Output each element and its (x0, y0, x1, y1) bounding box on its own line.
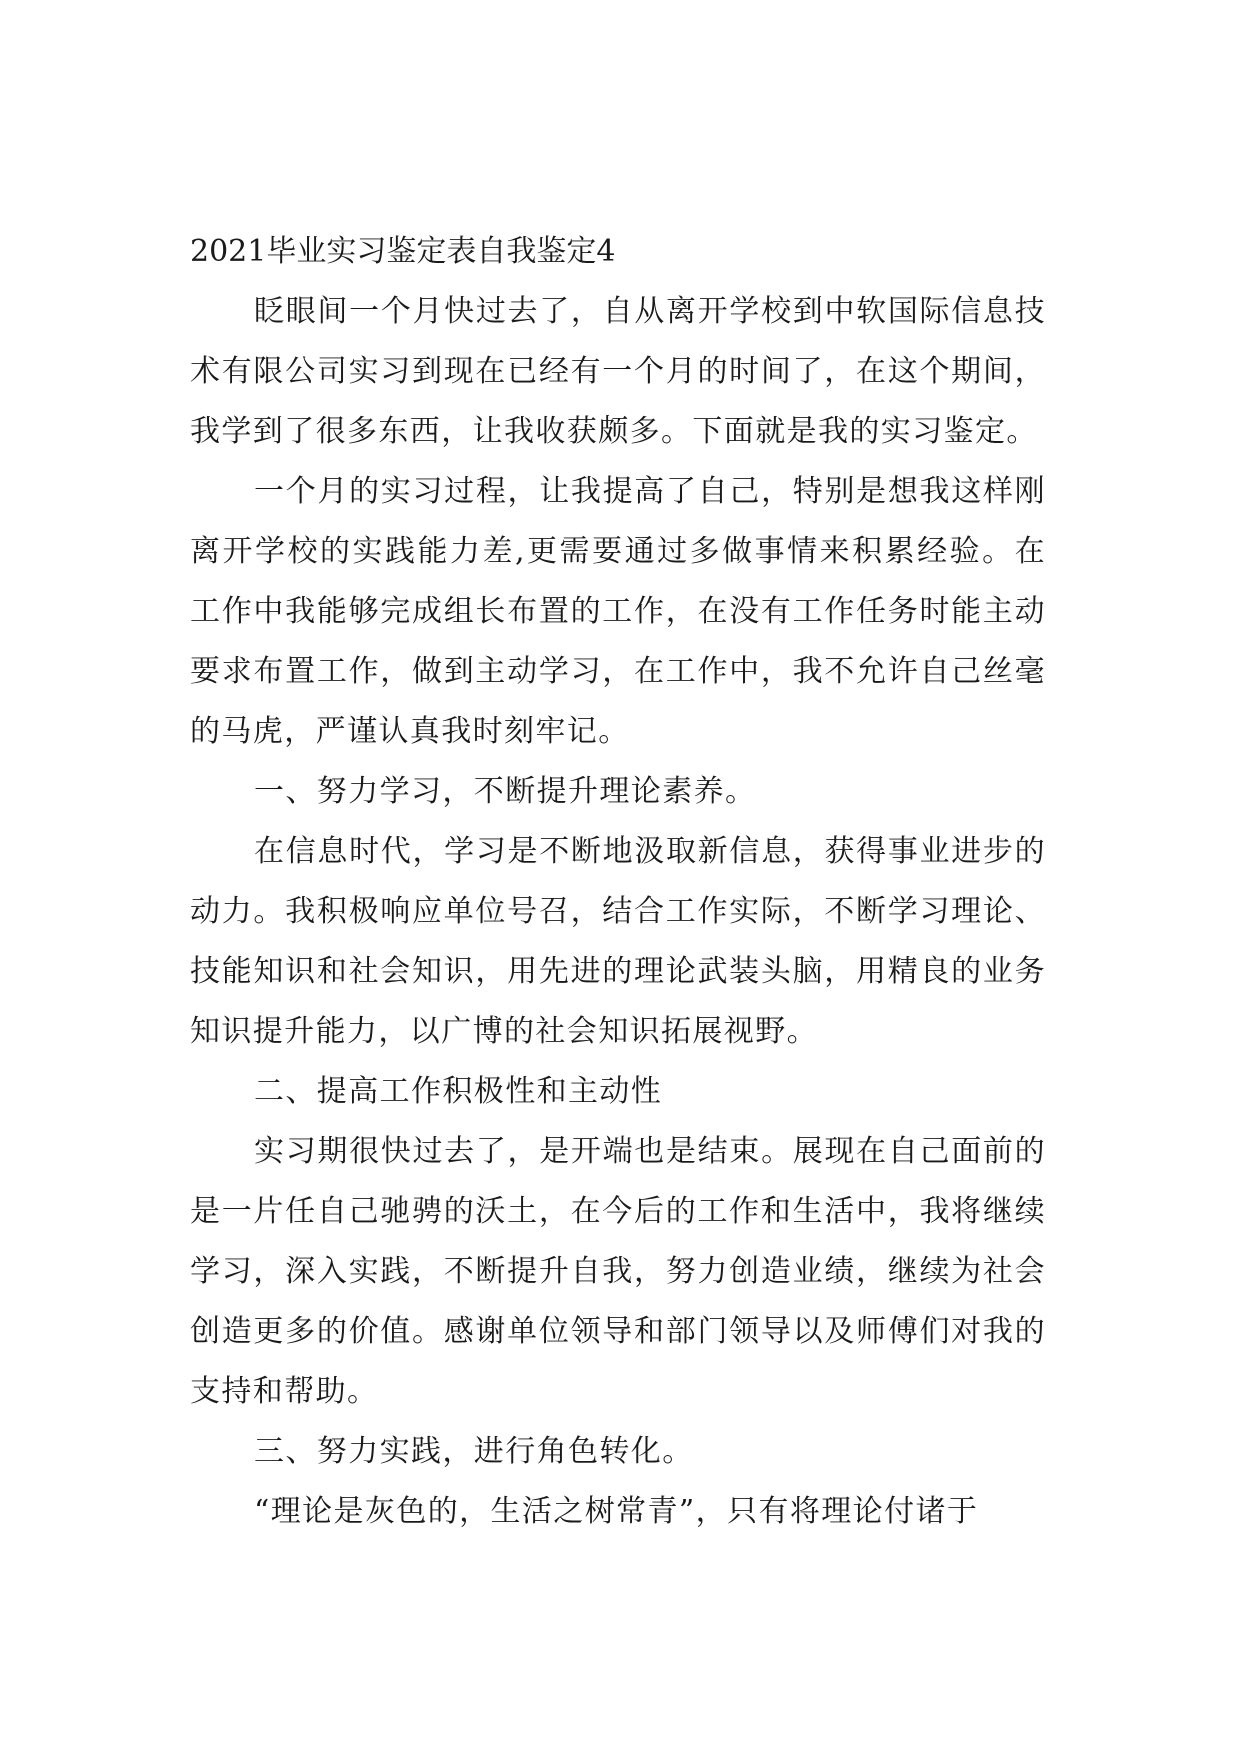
paragraph-intro: 眨眼间一个月快过去了，自从离开学校到中软国际信息技术有限公司实习到现在已经有一个月的时间了，在这个期间，我学到了很多东西，让我收获颇多。下面就是我的实习鉴定。 (190, 294, 1046, 449)
paragraph-learning: 在信息时代，学习是不断地汲取新信息，获得事业进步的动力。我积极响应单位号召，结合工作实际，不断学习理论、技能知识和社会知识，用先进的理论武装头脑，用精良的业务知识提升能力，以广博的社会知识拓展视野。 (190, 834, 1046, 1049)
paragraph-process: 一个月的实习过程，让我提高了自己，特别是想我这样刚离开学校的实践能力差,更需要通过多做事情来积累经验。在工作中我能够完成组长布置的工作，在没有工作任务时能主动要求布置工作，做到主动学习，在工作中，我不允许自己丝毫的马虎，严谨认真我时刻牢记。 (190, 474, 1046, 749)
document-title: 2021毕业实习鉴定表自我鉴定4 (190, 234, 616, 269)
paragraph-practice: “理论是灰色的，生活之树常青”，只有将理论付诸于 (254, 1494, 979, 1529)
section-heading-3: 三、努力实践，进行角色转化。 (254, 1434, 694, 1469)
document-body (190, 222, 1046, 1542)
paragraph-initiative: 实习期很快过去了，是开端也是结束。展现在自己面前的是一片任自己驰骋的沃土，在今后的工作和生活中，我将继续学习，深入实践，不断提升自我，努力创造业绩，继续为社会创造更多的价值。感谢单位领导和部门领导以及师傅们对我的支持和帮助。 (190, 1134, 1046, 1409)
section-heading-2: 二、提高工作积极性和主动性 (254, 1074, 663, 1109)
section-heading-1: 一、努力学习，不断提升理论素养。 (254, 774, 757, 809)
